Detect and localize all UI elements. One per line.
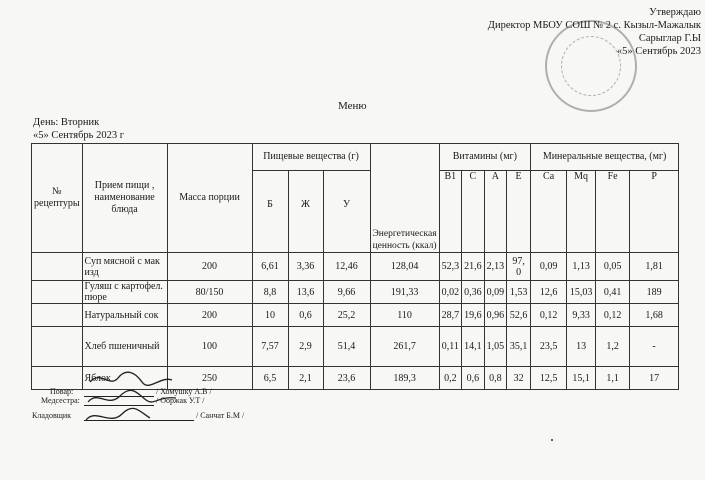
header-row-1: [32, 144, 679, 171]
sub-fe: Fe: [596, 171, 630, 253]
approval-line-2: Директор МБОУ СОШ № 2 с. Кызыл-Мажалык: [487, 20, 701, 31]
cell-fe: 1,1: [596, 367, 630, 390]
cell-a: 0,8: [484, 367, 507, 390]
table-row: [32, 304, 679, 327]
cell-a: 0,09: [484, 281, 507, 304]
cell-e: 35,1: [507, 327, 531, 367]
cell-b1: 0,11: [439, 327, 462, 367]
cell-name: Яблок: [82, 367, 167, 390]
cell-b1: 28,7: [439, 304, 462, 327]
cell-c: 19,6: [462, 304, 485, 327]
col-mass-header: Масса порции: [167, 144, 252, 253]
cell-ca: 0,12: [531, 304, 567, 327]
cell-mass: 200: [167, 253, 252, 281]
sub-ca: Ca: [531, 171, 567, 253]
nurse-name: / Ооржак У.Т /: [156, 396, 205, 405]
round-stamp: [545, 20, 637, 112]
sub-b1: В1: [439, 171, 462, 253]
col-meal-header: Прием пищи , наименование блюда: [82, 144, 167, 253]
cell-mg: 1,13: [567, 253, 596, 281]
cell-ca: 12,5: [531, 367, 567, 390]
col-minerals-header: Минеральные вещества, (мг): [531, 144, 679, 171]
cook-name: / Хомушку А.В /: [156, 387, 212, 396]
cell-fe: 1,2: [596, 327, 630, 367]
sub-carbs: У: [323, 171, 370, 253]
cell-a: 1,05: [484, 327, 507, 367]
cell-mass: 100: [167, 327, 252, 367]
cell-recipe: [32, 327, 83, 367]
date-line: «5» Сентябрь 2023 г: [33, 130, 125, 141]
cell-b1: 52,3: [439, 253, 462, 281]
cell-b: 6,61: [252, 253, 288, 281]
cell-p: 189: [630, 281, 679, 304]
cell-energy: 189,3: [370, 367, 439, 390]
cell-p: -: [630, 327, 679, 367]
col-energy-header: Энергетическая ценность (ккал): [370, 144, 439, 253]
cell-u: 12,46: [323, 253, 370, 281]
approval-line-3: Сарыглар Г.Ы: [638, 33, 701, 44]
cell-e: 52,6: [507, 304, 531, 327]
cell-c: 0,36: [462, 281, 485, 304]
cell-recipe: [32, 253, 83, 281]
cell-name: Хлеб пшеничный: [82, 327, 167, 367]
cell-ca: 0,09: [531, 253, 567, 281]
approval-line-1: Утверждаю: [649, 7, 701, 18]
col-recipe-header: № рецептуры: [32, 144, 83, 253]
menu-table: [31, 143, 679, 390]
cell-ca: 23,5: [531, 327, 567, 367]
store-name: / Санчат Б.М /: [196, 411, 245, 420]
cell-p: 17: [630, 367, 679, 390]
cell-energy: 261,7: [370, 327, 439, 367]
cell-e: 97, 0: [507, 253, 531, 281]
cell-e: 32: [507, 367, 531, 390]
cell-mass: 250: [167, 367, 252, 390]
cell-mass: 200: [167, 304, 252, 327]
cell-p: 1,68: [630, 304, 679, 327]
cell-energy: 191,33: [370, 281, 439, 304]
cell-mg: 15,1: [567, 367, 596, 390]
approval-line-4: «5» Сентябрь 2023: [616, 46, 701, 57]
cell-u: 51,4: [323, 327, 370, 367]
cell-ca: 12,6: [531, 281, 567, 304]
handwritten-signatures: [80, 368, 180, 430]
cell-a: 0,96: [484, 304, 507, 327]
cell-fe: 0,05: [596, 253, 630, 281]
cell-u: 23,6: [323, 367, 370, 390]
cell-energy: 110: [370, 304, 439, 327]
cell-recipe: [32, 304, 83, 327]
day-line: День: Вторник: [33, 117, 100, 128]
cell-mg: 9,33: [567, 304, 596, 327]
sub-protein: Б: [252, 171, 288, 253]
cell-zh: 3,36: [288, 253, 323, 281]
table-row: [32, 253, 679, 281]
cell-u: 25,2: [323, 304, 370, 327]
cell-name: Гуляш с картофел. пюре: [82, 281, 167, 304]
cell-p: 1,81: [630, 253, 679, 281]
cell-b: 8,8: [252, 281, 288, 304]
col-vitamins-header: Витамины (мг): [439, 144, 531, 171]
col-nutrients-header: Пищевые вещества (г): [252, 144, 370, 171]
cell-mg: 13: [567, 327, 596, 367]
table-row: [32, 281, 679, 304]
cell-name: Натуральный сок: [82, 304, 167, 327]
cell-b: 7,57: [252, 327, 288, 367]
cell-mass: 80/150: [167, 281, 252, 304]
nurse-label: Медсестра:: [41, 396, 80, 405]
cell-b: 10: [252, 304, 288, 327]
cell-e: 1,53: [507, 281, 531, 304]
cell-c: 14,1: [462, 327, 485, 367]
store-label: Кладовщик: [32, 411, 72, 420]
sub-fat: Ж: [288, 171, 323, 253]
page-title: Меню: [338, 100, 367, 112]
cell-zh: 2,1: [288, 367, 323, 390]
cell-mg: 15,03: [567, 281, 596, 304]
cell-b1: 0,2: [439, 367, 462, 390]
cell-fe: 0,12: [596, 304, 630, 327]
cell-a: 2,13: [484, 253, 507, 281]
table-row: [32, 327, 679, 367]
cell-zh: 0,6: [288, 304, 323, 327]
sub-a: А: [484, 171, 507, 253]
sub-e: Е: [507, 171, 531, 253]
cell-c: 0,6: [462, 367, 485, 390]
cook-label: Повар:: [50, 387, 74, 396]
sub-mg: Mq: [567, 171, 596, 253]
cell-energy: 128,04: [370, 253, 439, 281]
cell-b1: 0,02: [439, 281, 462, 304]
cell-recipe: [32, 281, 83, 304]
cell-b: 6,5: [252, 367, 288, 390]
cell-u: 9,66: [323, 281, 370, 304]
cell-name: Суп мясной с мак изд: [82, 253, 167, 281]
cell-c: 21,6: [462, 253, 485, 281]
cell-zh: 13,6: [288, 281, 323, 304]
cell-zh: 2,9: [288, 327, 323, 367]
sub-c: С: [462, 171, 485, 253]
cell-fe: 0,41: [596, 281, 630, 304]
sub-p: P: [630, 171, 679, 253]
